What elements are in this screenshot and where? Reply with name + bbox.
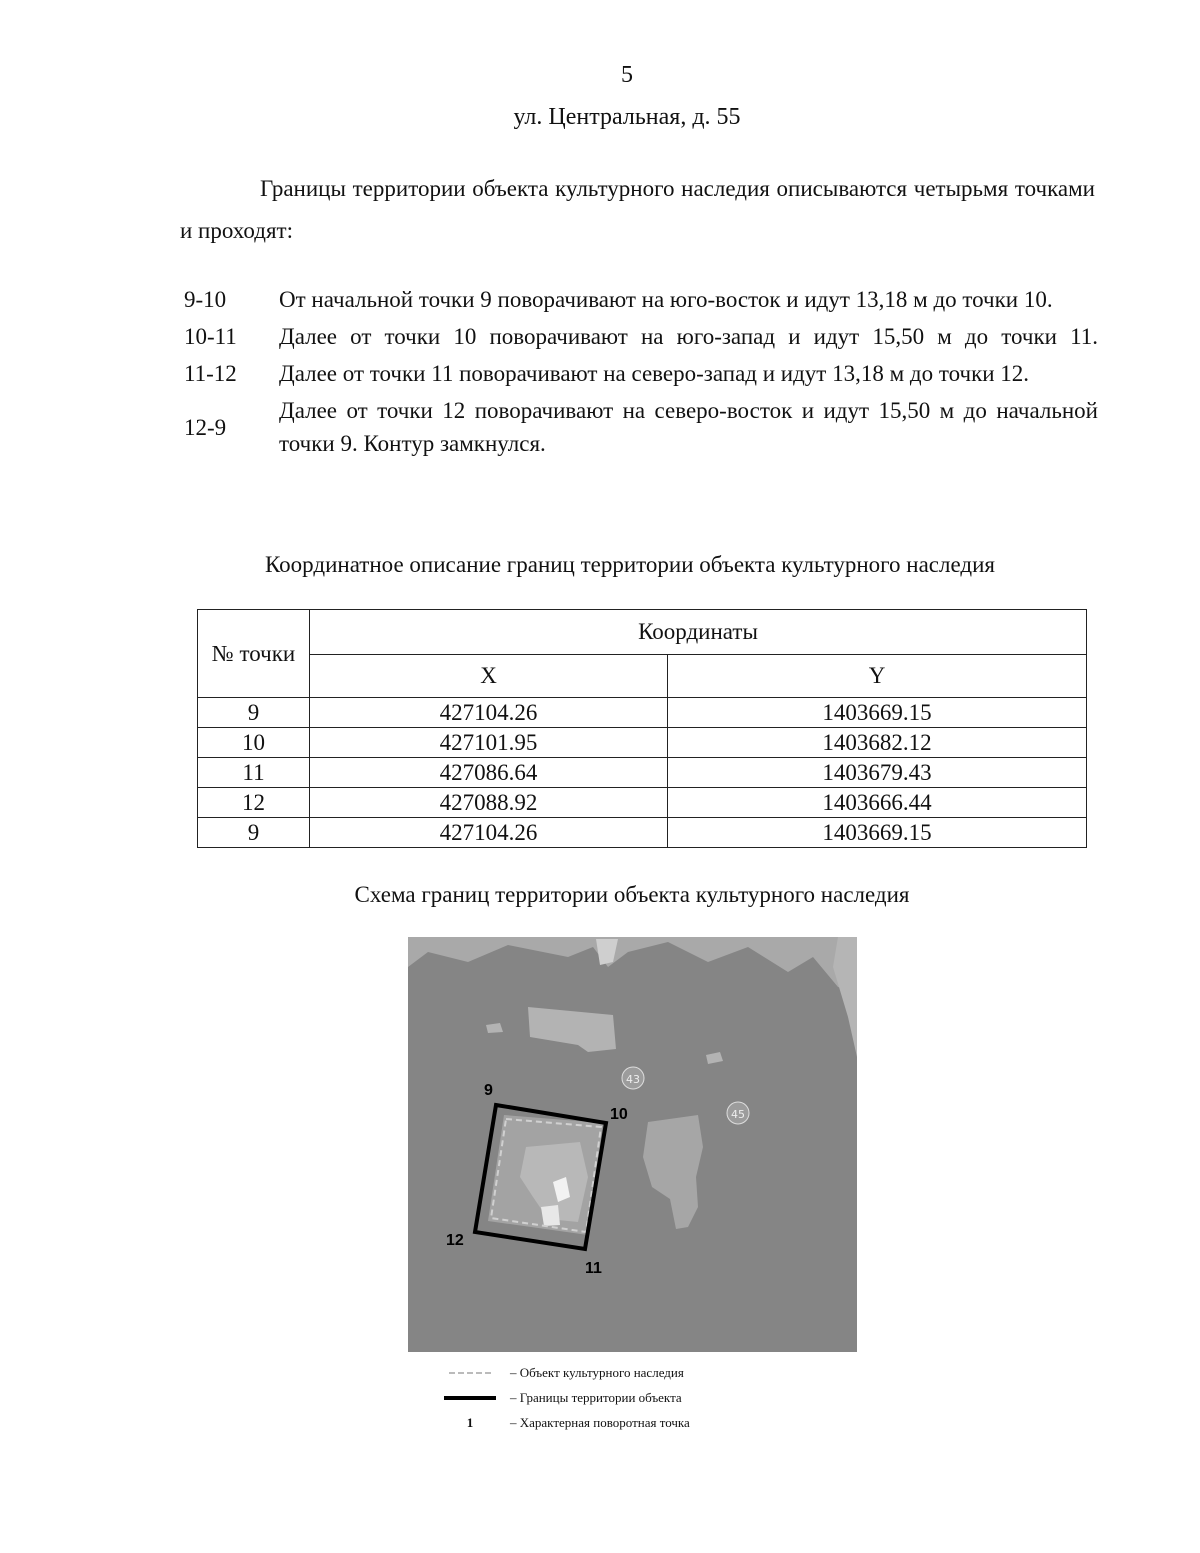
intro-paragraph: Границы территории объекта культурного наследия описываются четырьмя точками и проходят: [180,176,1095,243]
point-label-10: 10 [610,1106,628,1123]
coords-table-caption: Координатное описание границ территории объекта культурного наследия [264,552,995,577]
segment-code: 11-12 [184,361,237,386]
page-number: 5 [621,62,633,88]
house-number-label: 43 [626,1073,640,1086]
cell-y: 1403679.43 [668,758,1087,788]
table-row [198,698,1087,728]
cell-point: 9 [198,818,310,848]
cell-point: 10 [198,728,310,758]
table-row [198,818,1087,848]
legend-item [430,1410,760,1435]
legend-label: – Характерная поворотная точка [510,1414,690,1430]
boundary-map [408,937,857,1352]
heritage-bright-patch [541,1205,560,1226]
cell-x: 427104.26 [310,698,668,728]
scheme-caption: Схема границ территории объекта культурного наследия [354,882,910,907]
cell-y: 1403669.15 [668,698,1087,728]
legend-item [430,1385,760,1410]
point-label-12: 12 [446,1232,464,1249]
point-marker-icon: 1 [466,1414,474,1430]
segment-row [178,394,1098,460]
cell-y: 1403666.44 [668,788,1087,818]
segment-text: Далее от точки 12 поворачивают на северо-восток и идут 15,50 м до начальной точки 9. Контур замкнулся. [279,398,1098,456]
col-header-y: Y [668,655,1087,698]
segment-row [178,283,1098,316]
segment-code: 9-10 [184,287,227,312]
col-header-x: X [310,655,668,698]
legend-label: – Объект культурного наследия [510,1364,684,1380]
coordinates-table [197,609,1087,848]
segment-code: 12-9 [184,414,227,440]
segment-text: Далее от точки 10 поворачивают на юго-запад и идут 15,50 м до точки 11. [279,324,1098,349]
house-number-label: 45 [731,1108,745,1121]
cell-y: 1403669.15 [668,818,1087,848]
legend-label: – Границы территории объекта [510,1389,682,1405]
cell-point: 9 [198,698,310,728]
point-label-9: 9 [484,1082,493,1099]
table-row [198,728,1087,758]
col-header-point: № точки [198,610,310,698]
thick-line-icon [444,1396,496,1400]
page-title: ул. Центральная, д. 55 [513,104,741,130]
cell-point: 11 [198,758,310,788]
segment-text: От начальной точки 9 поворачивают на юго-восток и идут 13,18 м до точки 10. [279,287,1053,312]
cell-x: 427086.64 [310,758,668,788]
cell-x: 427104.26 [310,818,668,848]
table-row [198,788,1087,818]
segment-text: Далее от точки 11 поворачивают на северо-запад и идут 13,18 м до точки 12. [279,361,1030,386]
dashed-line-icon [449,1372,491,1374]
map-legend [430,1360,760,1435]
table-row [198,758,1087,788]
cell-y: 1403682.12 [668,728,1087,758]
cell-x: 427101.95 [310,728,668,758]
cell-x: 427088.92 [310,788,668,818]
point-label-11: 11 [585,1260,602,1277]
col-header-coords: Координаты [310,610,1087,655]
cell-point: 12 [198,788,310,818]
legend-item [430,1360,760,1385]
segment-row [178,357,1098,390]
segment-code: 10-11 [184,324,237,349]
map-background [408,937,857,1352]
boundary-segments [178,283,1098,464]
segment-row [178,320,1098,353]
